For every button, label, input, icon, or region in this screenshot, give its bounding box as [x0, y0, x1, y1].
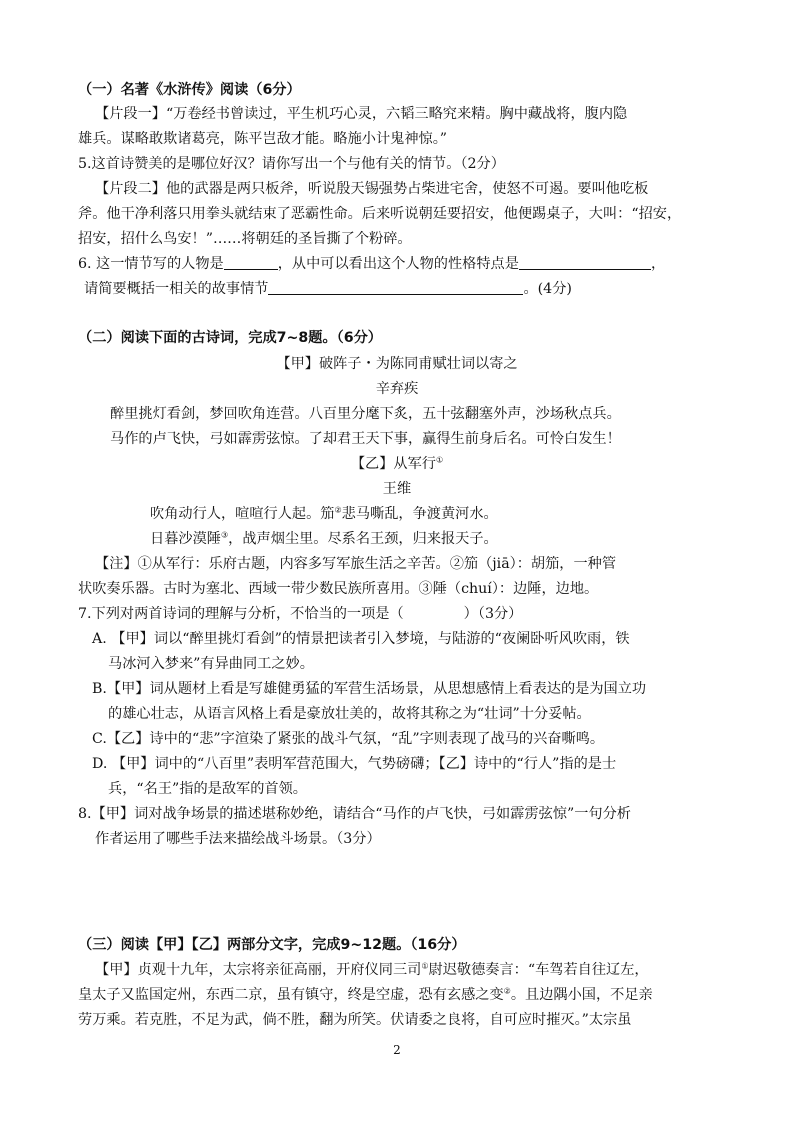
fragment-2-line-2: 斧。他干净利落只用拳头就结束了恶霸性命。后来听说朝廷要招安，他便踢桌子，大叫：“招安， — [78, 206, 682, 222]
option-b-line-2: 的雄心壮志，从语言风格上看是豪放壮美的，故将其称之为“壮词”十分妥帖。 — [108, 706, 591, 722]
poem-2-title — [0, 454, 794, 474]
fragment-1-line-1: 【片段一】“万卷经书曾读过，平生机巧心灵，六韬三略究来精。胸中藏战将，腹内隐 — [95, 106, 628, 122]
poem-1-title: 【甲】破阵子・为陈同甫赋壮词以寄之 — [276, 356, 518, 372]
footnote-marker-2: ② — [334, 505, 342, 515]
passage-line-3: 劳万乘。若克胜，不足为武，倘不胜，翻为所笑。伏请委之良将，自可应时摧灭。”太宗虽 — [78, 1012, 632, 1028]
fragment-2-line-3: 招安，招什么鸟安！”……将朝廷的圣旨撕了个粉碎。 — [78, 231, 412, 247]
section-3-title: （三）阅读【甲】【乙】两部分文字，完成9~12题。（16分） — [78, 937, 466, 953]
poem-2-author: 王维 — [382, 481, 412, 497]
poem-1-line-1: 醉里挑灯看剑，梦回吹角连营。八百里分麾下炙，五十弦翻塞外声，沙场秋点兵。 — [110, 406, 621, 422]
poem-2-line-2-a: 日暮沙漠陲 — [150, 531, 221, 547]
q7-prompt: 7.下列对两首诗词的理解与分析，不恰当的一项是（ — [78, 606, 404, 622]
question-8-line-2: 作者运用了哪些手法来描绘战斗场景。（3分） — [95, 831, 381, 847]
page-number: 2 — [393, 1043, 401, 1057]
answer-blank-plot[interactable] — [268, 279, 523, 295]
annotation-line-2: 状吹奏乐器。古时为塞北、西域一带少数民族所喜用。③陲（chuí）：边陲，边地。 — [78, 581, 599, 597]
poem-2-line-1 — [150, 504, 498, 524]
poem-2-line-2 — [150, 529, 498, 549]
poem-1-line-2: 马作的卢飞快，弓如霹雳弦惊。了却君王天下事，赢得生前身后名。可怜白发生！ — [110, 431, 621, 447]
option-d-line-2: 兵，“名王”指的是敌军的首领。 — [108, 781, 307, 797]
question-7 — [78, 604, 522, 624]
footnote-marker-s3-1: ① — [421, 961, 429, 971]
q6-prompt-e: 。(4分) — [523, 281, 572, 297]
poem-2-title-text: 【乙】从军行 — [350, 456, 436, 472]
poem-2-line-1-b: 悲马嘶乱，争渡黄河水。 — [341, 506, 498, 522]
q6-prompt-d: 请简要概括一相关的故事情节 — [84, 281, 269, 297]
option-b-line-1: B.【甲】词从题材上看是写雄健勇猛的军营生活场景，从思想感情上看表达的是为国立功 — [92, 681, 647, 697]
option-a-line-1: A. 【甲】词以“醉里挑灯看剑”的情景把读者引入梦境，与陆游的“夜阑卧听风吹雨，铁 — [92, 631, 630, 647]
question-5: 5.这首诗赞美的是哪位好汉？请你写出一个与他有关的情节。（2分） — [78, 156, 505, 172]
annotation-line-1: 【注】①从军行：乐府古题，内容多写军旅生活之辛苦。②笳（jiā）：胡笳，一种管 — [95, 556, 617, 572]
footnote-marker-3: ③ — [220, 530, 229, 540]
passage-line-2-a: 皇太子又监国定州，东西二京，虽有镇守，终是空虚，恐有玄感之变 — [78, 987, 504, 1003]
question-6-line-1 — [78, 254, 665, 274]
passage-line-1-a: 【甲】贞观十九年，太宗将亲征高丽，开府仪同三司 — [95, 962, 422, 978]
answer-blank-trait[interactable] — [519, 254, 651, 270]
passage-line-1 — [95, 960, 649, 980]
question-8-line-1: 8.【甲】词对战争场景的描述堪称妙绝，请结合“马作的卢飞快，弓如霹雳弦惊”一句分析 — [78, 806, 631, 822]
footnote-marker-1: ① — [435, 455, 444, 465]
passage-line-2-b: 。且边隅小国，不足亲 — [510, 987, 653, 1003]
fragment-2-line-1: 【片段二】他的武器是两只板斧，听说殷天锡强势占柴进宅舍，使怒不可遏。要叫他吃板 — [95, 181, 649, 197]
q6-prompt-a: 6. 这一情节写的人物是 — [78, 256, 224, 272]
poem-1-author: 辛弃疾 — [375, 381, 419, 397]
option-d-line-1: D. 【甲】词中的“八百里”表明军营范围大，气势磅礴；【乙】诗中的“行人”指的是士 — [92, 756, 617, 772]
question-6-line-2 — [84, 279, 572, 299]
section-2-title: （二）阅读下面的古诗词，完成7~8题。（6分） — [78, 330, 382, 346]
answer-blank-character[interactable] — [224, 254, 278, 270]
option-c: C.【乙】诗中的“悲”字渲染了紧张的战斗气氛，“乱”字则表现了战马的兴奋嘶鸣。 — [92, 731, 605, 747]
fragment-1-line-2: 雄兵。谋略敢欺诸葛亮，陈平岂敌才能。略施小计鬼神惊。” — [78, 131, 448, 147]
option-a-line-2: 马冰河入梦来”有异曲同工之妙。 — [108, 656, 314, 672]
passage-line-1-b: 尉迟敬德奏言：“车驾若自往辽左， — [428, 962, 649, 978]
section-1-title: （一）名著《水浒传》阅读（6分） — [78, 82, 301, 98]
q6-prompt-c: ， — [650, 256, 666, 272]
q6-prompt-b: ，从中可以看出这个人物的性格特点是 — [277, 256, 519, 272]
footnote-marker-s3-2: ② — [503, 986, 511, 996]
poem-2-line-1-a: 吹角动行人，喧喧行人起。笳 — [150, 506, 335, 522]
passage-line-2 — [78, 985, 653, 1005]
poem-2-line-2-b: ，战声烟尘里。尽系名王颈，归来报天子。 — [228, 531, 498, 547]
q7-points: ）（3分） — [463, 606, 523, 622]
